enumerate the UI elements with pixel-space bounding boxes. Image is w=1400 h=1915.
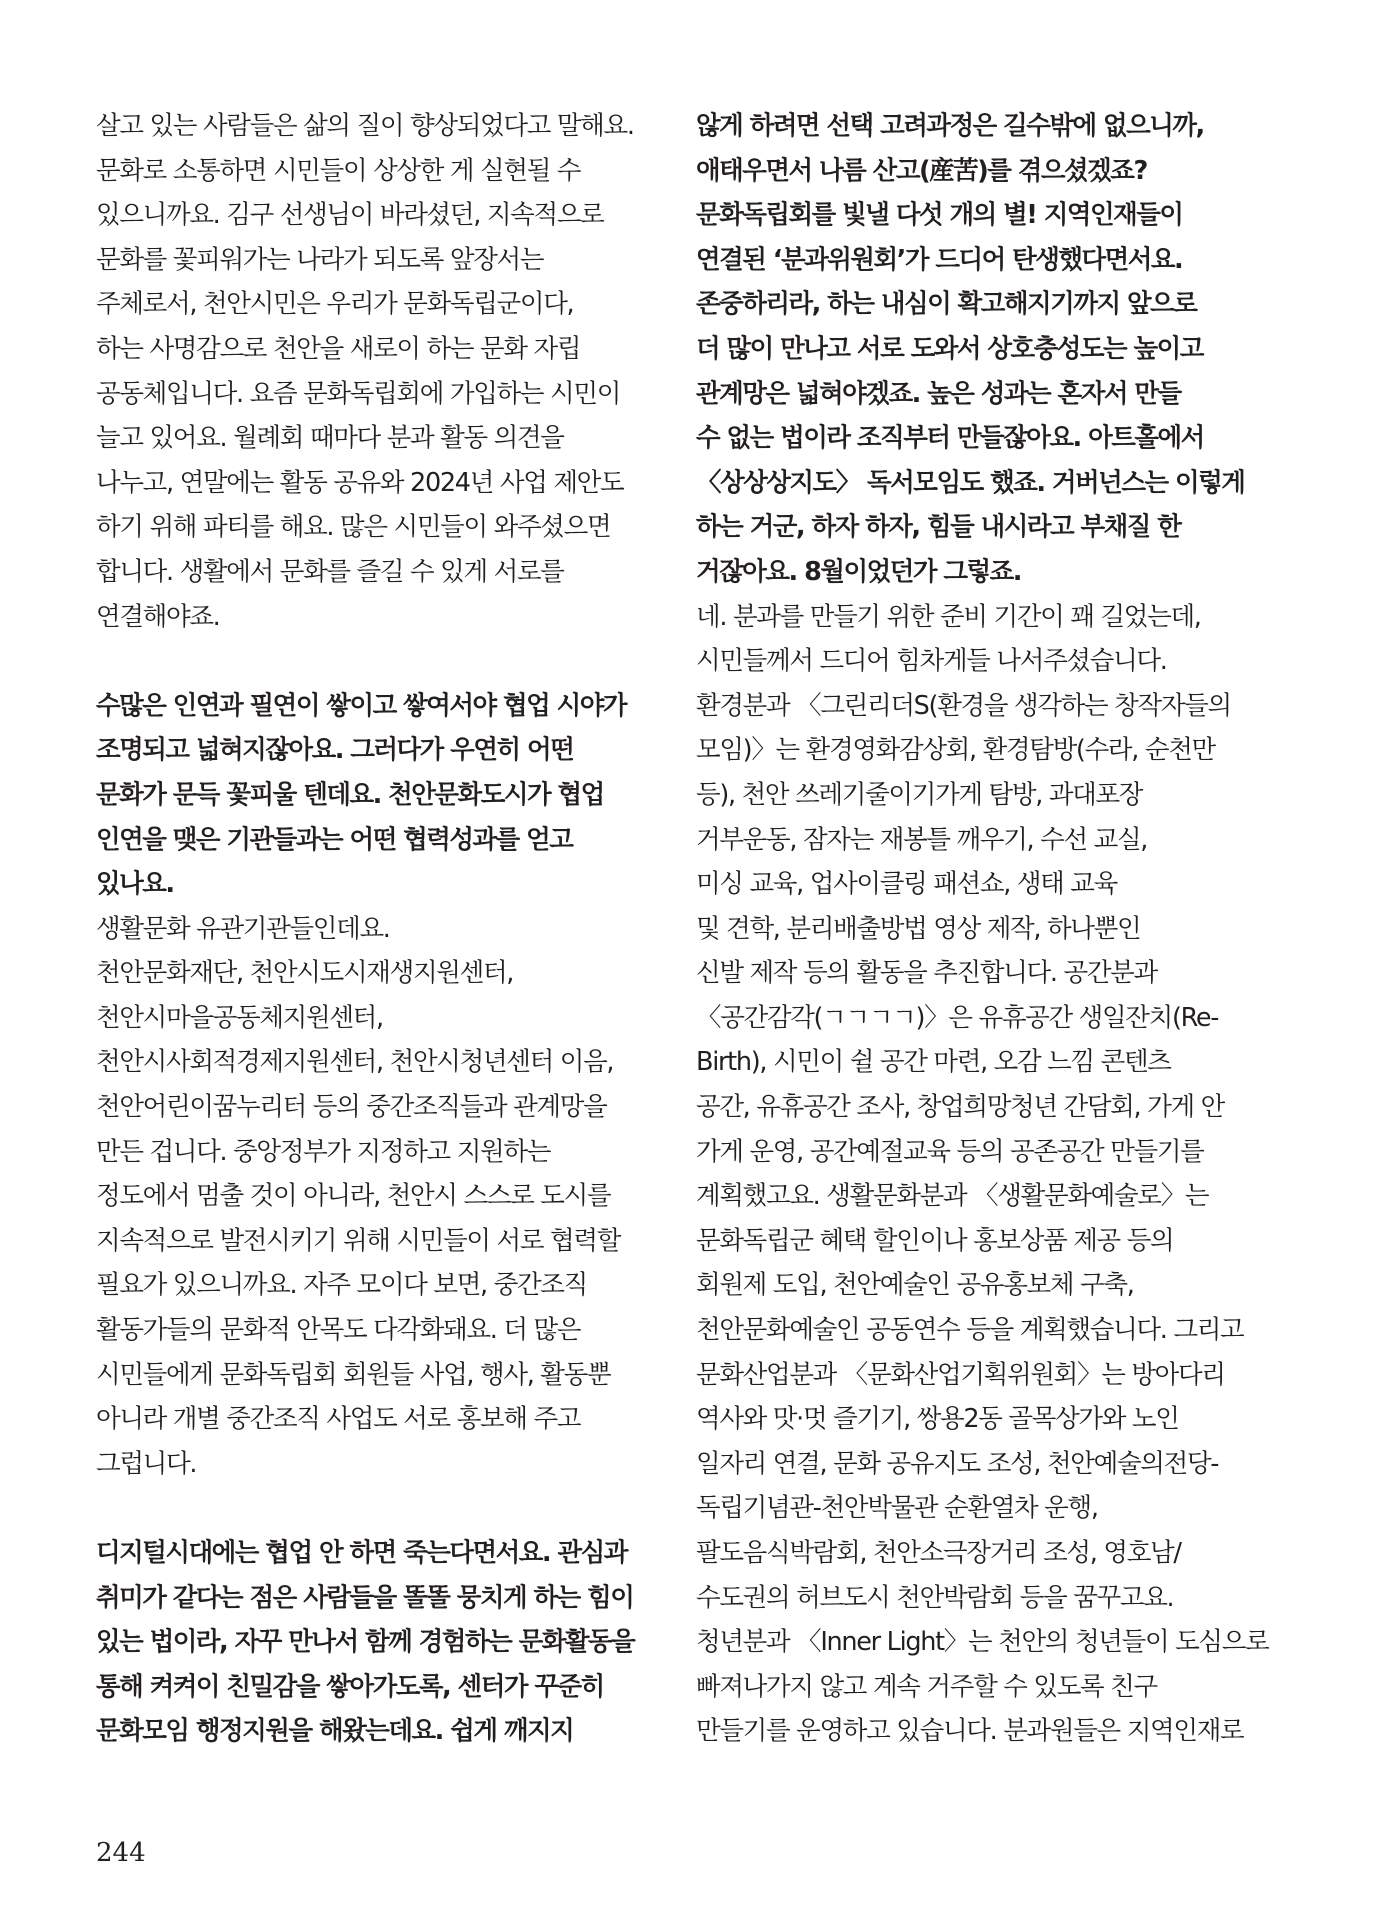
answer-line: 합니다. 생활에서 문화를 즐길 수 있게 서로를 [96,556,564,587]
question-line: 인연을 맺은 기관들과는 어떤 협력성과를 얻고 [96,824,573,855]
question-line: 애태우면서 나름 산고(産苦)를 겪으셨겠죠? [696,155,1147,186]
answer-line: 문화를 꽃피워가는 나라가 되도록 앞장서는 [96,244,544,275]
answer-line: 아니라 개별 중간조직 사업도 서로 홍보해 주고 [96,1404,581,1435]
answer-line: 필요가 있으니까요. 자주 모이다 보면, 중간조직 [96,1270,587,1301]
answer-line: 공간, 유휴공간 조사, 창업희망청년 간담회, 가게 안 [696,1092,1224,1123]
answer-line: 그럽니다. [96,1448,197,1479]
question-line: 문화독립회를 빛낼 다섯 개의 별! 지역인재들이 [696,200,1183,231]
paragraph-gap [96,639,656,684]
answer-line: 회원제 도입, 천안예술인 공유홍보체 구축, [696,1270,1134,1301]
answer-line: 주체로서, 천안시민은 우리가 문화독립군이다, [96,289,574,320]
question-line: 통해 켜켜이 친밀감을 쌓아가도록, 센터가 꾸준히 [96,1671,604,1702]
answer-line: 연결해야죠. [96,601,220,632]
answer-line: 거부운동, 잠자는 재봉틀 깨우기, 수선 교실, [696,824,1148,855]
question-line: 문화모임 행정지원을 해왔는데요. 쉽게 깨지지 [96,1716,574,1747]
answer-line: 미싱 교육, 업사이클링 패션쇼, 생태 교육 [696,869,1117,900]
answer-line: 생활문화 유관기관들인데요. [96,913,390,944]
answer-line: 천안시사회적경제지원센터, 천안시청년센터 이음, [96,1047,614,1078]
answer-line: 문화로 소통하면 시민들이 상상한 게 실현될 수 [96,155,581,186]
answer-line: 하는 사명감으로 천안을 새로이 하는 문화 자립 [96,333,581,364]
answer-line: 계획했고요. 생활문화분과 〈생활문화예술로〉는 [696,1181,1209,1212]
question-line: 관계망은 넓혀야겠죠. 높은 성과는 혼자서 만들 [696,378,1181,409]
answer-line: 청년분과 〈Inner Light〉는 천안의 청년들이 도심으로 [696,1627,1269,1658]
answer-line: 만든 겁니다. 중앙정부가 지정하고 지원하는 [96,1136,551,1167]
answer-line: 늘고 있어요. 월례회 때마다 분과 활동 의견을 [96,423,564,454]
question-line: 있나요. [96,869,174,900]
answer-line: 공동체입니다. 요즘 문화독립회에 가입하는 시민이 [96,378,621,409]
answer-line: 역사와 맛·멋 즐기기, 쌍용2동 골목상가와 노인 [696,1404,1179,1435]
answer-line: 등), 천안 쓰레기줄이기가게 탐방, 과대포장 [696,779,1143,810]
question-line: 더 많이 만나고 서로 도와서 상호충성도는 높이고 [696,333,1203,364]
question-line: 디지털시대에는 협업 안 하면 죽는다면서요. 관심과 [96,1538,627,1568]
answer-line: 천안시마을공동체지원센터, [96,1002,383,1033]
answer-line: 지속적으로 발전시키기 위해 시민들이 서로 협력할 [96,1225,621,1256]
answer-line: 문화독립군 혜택 할인이나 홍보상품 제공 등의 [696,1225,1174,1256]
right-column [696,104,1269,1754]
answer-line: 모임)〉는 환경영화감상회, 환경탐방(수라, 순천만 [696,735,1215,766]
answer-line: 빠져나가지 않고 계속 거주할 수 있도록 친구 [696,1671,1157,1702]
left-column [96,104,656,1754]
answer-line: 신발 제작 등의 활동을 추진합니다. 공간분과 [696,958,1157,989]
question-line: 있는 법이라, 자꾸 만나서 함께 경험하는 문화활동을 [96,1627,635,1658]
answer-line: 나누고, 연말에는 활동 공유와 2024년 사업 제안도 [96,467,624,498]
question-line: 〈상상상지도〉 독서모임도 했죠. 거버넌스는 이렇게 [696,467,1245,498]
answer-line: 문화산업분과 〈문화산업기획위원회〉는 방아다리 [696,1359,1225,1390]
answer-line: 활동가들의 문화적 안목도 다각화돼요. 더 많은 [96,1315,581,1346]
answer-line: Birth), 시민이 쉴 공간 마련, 오감 느낌 콘텐츠 [696,1047,1171,1078]
answer-line: 팔도음식박람회, 천안소극장거리 조성, 영호남/ [696,1538,1181,1568]
answer-line: 가게 운영, 공간예절교육 등의 공존공간 만들기를 [696,1136,1204,1167]
paragraph-gap [96,1486,656,1531]
page-number: 244 [96,1838,146,1868]
question-line: 수 없는 법이라 조직부터 만들잖아요. 아트홀에서 [696,423,1204,454]
question-line: 하는 거군, 하자 하자, 힘들 내시라고 부채질 한 [696,512,1181,543]
answer-line: 시민들에게 문화독립회 회원들 사업, 행사, 활동뿐 [96,1359,611,1390]
answer-line: 〈공간감각(ㄱㄱㄱㄱ)〉은 유휴공간 생일잔치(Re- [696,1002,1219,1033]
answer-line: 있으니까요. 김구 선생님이 바라셨던, 지속적으로 [96,200,604,231]
answer-line: 시민들께서 드디어 힘차게들 나서주셨습니다. [696,646,1167,677]
question-line: 문화가 문득 꽃피울 텐데요. 천안문화도시가 협업 [96,779,604,810]
question-line: 않게 하려면 선택 고려과정은 길수밖에 없으니까, [696,111,1204,141]
answer-line: 독립기념관-천안박물관 순환열차 운행, [696,1493,1098,1524]
answer-line: 천안문화예술인 공동연수 등을 계획했습니다. 그리고 [696,1315,1244,1346]
answer-line: 하기 위해 파티를 해요. 많은 시민들이 와주셨으면 [96,512,611,543]
answer-line: 천안문화재단, 천안시도시재생지원센터, [96,958,514,989]
answer-line: 및 견학, 분리배출방법 영상 제작, 하나뿐인 [696,913,1141,944]
question-line: 취미가 같다는 점은 사람들을 똘똘 뭉치게 하는 힘이 [96,1582,634,1613]
answer-line: 살고 있는 사람들은 삶의 질이 향상되었다고 말해요. [96,111,634,141]
question-line: 존중하리라, 하는 내심이 확고해지기까지 앞으로 [696,289,1197,320]
answer-line: 일자리 연결, 문화 공유지도 조성, 천안예술의전당- [696,1448,1219,1479]
answer-line: 천안어린이꿈누리터 등의 중간조직들과 관계망을 [96,1092,607,1123]
answer-line: 네. 분과를 만들기 위한 준비 기간이 꽤 길었는데, [696,601,1201,632]
answer-line: 수도권의 허브도시 천안박람회 등을 꿈꾸고요. [696,1582,1174,1613]
answer-line: 만들기를 운영하고 있습니다. 분과원들은 지역인재로 [696,1716,1244,1747]
question-line: 연결된 ‘분과위원회’가 드디어 탄생했다면서요. [696,244,1183,275]
question-line: 조명되고 넓혀지잖아요. 그러다가 우연히 어떤 [96,735,574,766]
answer-line: 환경분과 〈그린리더S(환경을 생각하는 창작자들의 [696,690,1231,721]
question-line: 수많은 인연과 필연이 쌓이고 쌓여서야 협업 시야가 [96,690,627,721]
answer-line: 정도에서 멈출 것이 아니라, 천안시 스스로 도시를 [96,1181,611,1212]
question-line: 거잖아요. 8월이었던가 그렇죠. [696,556,1021,587]
